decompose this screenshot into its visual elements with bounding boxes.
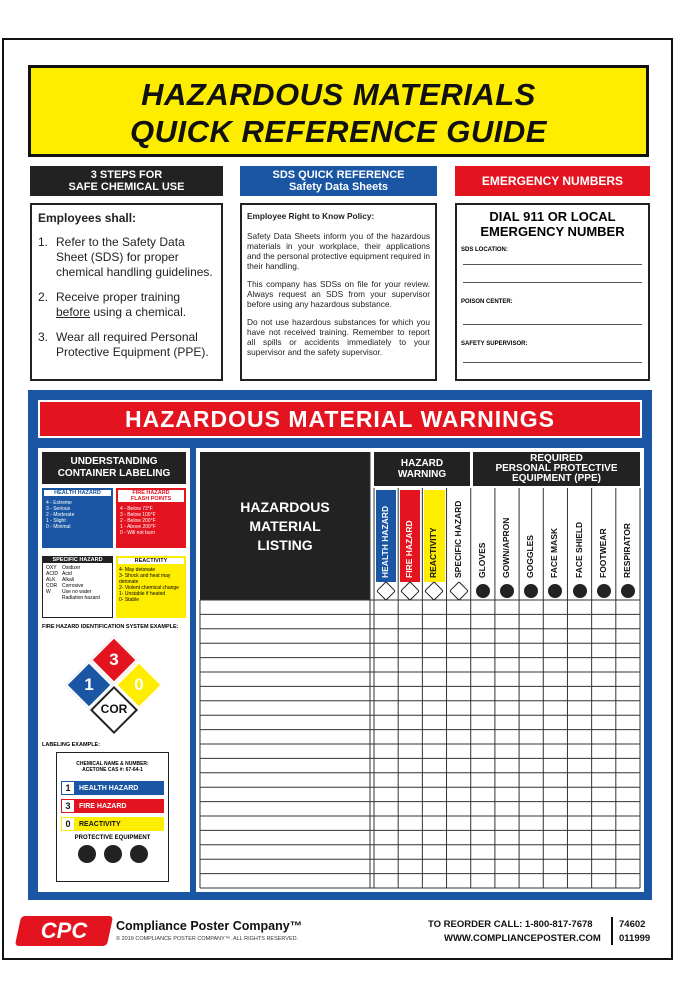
label-rows xyxy=(61,781,164,831)
health-key-item: 1 - Slight xyxy=(46,518,66,524)
poison-center-label: POISON CENTER: xyxy=(461,299,513,305)
sds-paragraph-1: Safety Data Sheets inform you of the hazardous materials in your workplace, their applications and the personal protective equipment required in their handling. xyxy=(247,231,430,271)
safety-supervisor-label: SAFETY SUPERVISOR: xyxy=(461,341,528,347)
column-header-gloves: GLOVES xyxy=(476,542,487,578)
dial-911-line-1: DIAL 911 OR LOCAL xyxy=(489,209,616,224)
sds-location-label: SDS LOCATION: xyxy=(461,247,508,253)
gown-apron-icon xyxy=(500,584,514,598)
respirator-icon xyxy=(621,584,635,598)
label-row-number: 0 xyxy=(62,818,74,830)
health-key-item: 2 - Moderate xyxy=(46,512,75,518)
specific-key-meaning: Oxidizer xyxy=(62,565,81,571)
nfpa-fire-value: 3 xyxy=(109,650,119,669)
step-number: 1. xyxy=(38,235,49,249)
column-header-respirator: RESPIRATOR xyxy=(621,523,632,578)
company-name: Compliance Poster Company™ xyxy=(116,919,303,933)
cpc-logo xyxy=(15,916,113,946)
label-row xyxy=(61,799,164,813)
face-shield-icon xyxy=(573,584,587,598)
sds-paragraph-3: Do not use hazardous substances for which you have not received training. Remember to report all spills or accidents immediately to your supervisor and the safety supervisor. xyxy=(247,317,430,357)
specific-hazard-key xyxy=(42,556,113,618)
labeling-example-label: LABELING EXAMPLE: xyxy=(42,742,101,748)
fire-key-items xyxy=(116,504,186,538)
ucl-line-2: CONTAINER LABELING xyxy=(57,468,171,479)
listing-line-1: HAZARDOUS xyxy=(240,499,330,515)
title-banner xyxy=(28,65,649,157)
nfpa-specific-value: COR xyxy=(100,702,128,716)
specific-key-meaning: Corrosive xyxy=(62,583,84,589)
step-text-post: using a chemical. xyxy=(90,305,187,319)
specific-key-code: ACID xyxy=(46,571,58,577)
label-row xyxy=(61,781,164,795)
cpc-logo-text: CPC xyxy=(40,918,88,943)
reactivity-key-title: REACTIVITY xyxy=(118,558,184,564)
sds-location-line xyxy=(463,253,642,265)
poster xyxy=(2,38,673,960)
dial-911-line-2: EMERGENCY NUMBER xyxy=(480,224,625,239)
specific-key-code xyxy=(46,595,62,601)
health-key-items xyxy=(42,498,113,532)
column-header-fire-hazard: FIRE HAZARD xyxy=(404,520,415,578)
health-key-item: 4 - Extreme xyxy=(46,500,72,506)
column-header-reactivity: REACTIVITY xyxy=(428,527,439,578)
reactivity-key xyxy=(116,556,186,618)
specific-key-title: SPECIFIC HAZARD xyxy=(43,557,112,563)
specific-key-code: ALK xyxy=(46,577,56,583)
reactivity-key-item: 4- May detonate xyxy=(119,567,156,573)
step-item xyxy=(38,235,215,280)
safety-supervisor-line xyxy=(463,347,642,363)
ppe-line-1: REQUIRED xyxy=(530,453,583,464)
label-ppe-icons xyxy=(57,845,168,863)
hw-line-1: HAZARD xyxy=(400,458,444,469)
label-row-number: 3 xyxy=(62,800,74,812)
column-header-gown-apron: GOWN/APRON xyxy=(501,517,511,578)
specific-key-meaning: Alkali xyxy=(62,577,74,583)
label-chem-line-1: CHEMICAL NAME & NUMBER: xyxy=(76,761,149,767)
reactivity-key-item: 2- Violent chemical change xyxy=(119,585,179,591)
label-row-number: 1 xyxy=(62,782,74,794)
goggles-icon xyxy=(104,845,122,863)
reactivity-key-item: 3- Shock and heat may detonate xyxy=(119,573,171,585)
fhis-label: FIRE HAZARD IDENTIFICATION SYSTEM EXAMPLE: xyxy=(42,624,179,630)
step-number: 3. xyxy=(38,330,49,344)
fire-key-title xyxy=(118,490,184,502)
poison-center-line xyxy=(463,305,642,325)
column-header-goggles: GOGGLES xyxy=(525,535,536,578)
column-header-face-shield: FACE SHIELD xyxy=(573,521,584,578)
column-header-specific-hazard: SPECIFIC HAZARD xyxy=(452,500,463,578)
sds-header-line-2: Safety Data Sheets xyxy=(288,181,389,193)
specific-key-meaning: Radiation hazard xyxy=(62,595,100,601)
fire-key-item: 0 - Will not burn xyxy=(120,530,156,536)
fire-key-title-2: FLASH POINTS xyxy=(130,496,172,502)
gloves-icon xyxy=(476,584,490,598)
title-line-1: HAZARDOUS MATERIALS xyxy=(141,77,536,112)
reactivity-key-items xyxy=(116,566,186,604)
footer-divider xyxy=(611,917,613,945)
understanding-labeling-header xyxy=(42,452,186,484)
steps-list xyxy=(38,235,215,360)
emergency-panel xyxy=(455,203,650,381)
step-text xyxy=(56,290,215,320)
warnings-section xyxy=(28,390,652,900)
ppe-line-2: PERSONAL PROTECTIVE xyxy=(495,463,618,474)
nfpa-health-value: 1 xyxy=(84,675,94,694)
step-text: Wear all required Personal Protective Equipment (PPE). xyxy=(56,330,209,359)
column-header-face-mask: FACE MASK xyxy=(549,527,560,578)
step-item xyxy=(38,290,215,320)
revision-code: 011999 xyxy=(619,933,651,944)
ppe-line-3: EQUIPMENT (PPE) xyxy=(512,473,601,484)
hazmat-listing-grid xyxy=(196,448,644,892)
warnings-banner: HAZARDOUS MATERIAL WARNINGS xyxy=(38,400,642,438)
label-row-text: HEALTH HAZARD xyxy=(79,784,139,792)
nfpa-diamond xyxy=(64,636,164,736)
label-row xyxy=(61,817,164,831)
steps-panel xyxy=(30,203,223,381)
nfpa-reactivity-value: 0 xyxy=(134,675,144,694)
emergency-header xyxy=(455,166,650,196)
health-key-item: 3 - Serious xyxy=(46,506,71,512)
specific-key-code: W xyxy=(46,589,51,595)
sds-heading: Employee Right to Know Policy: xyxy=(247,211,375,221)
specific-key-items xyxy=(43,563,112,603)
sds-paragraph-2: This company has SDSs on file for your review. Always request an SDS from your supervisor before using any hazardous substance. xyxy=(247,279,430,309)
specific-key-meaning: Use no water xyxy=(62,589,92,595)
specific-key-code: OXY xyxy=(46,565,57,571)
fire-key-title-1: FIRE HAZARD xyxy=(132,490,170,496)
fire-key-item: 4 - Below 73°F xyxy=(120,506,153,512)
specific-key-meaning: Acid xyxy=(62,571,72,577)
health-hazard-key xyxy=(42,488,113,548)
reorder-phone: TO REORDER CALL: 1-800-817-7678 xyxy=(428,919,593,930)
ucl-line-1: UNDERSTANDING xyxy=(70,456,158,467)
footwear-icon xyxy=(597,584,611,598)
specific-key-item xyxy=(46,595,109,601)
label-chem-line-2: ACETONE CAS #: 67-64-1 xyxy=(82,767,143,773)
reactivity-key-item: 0- Stable xyxy=(119,597,140,603)
website: WWW.COMPLIANCEPOSTER.COM xyxy=(444,933,601,944)
sds-header-line-1: SDS QUICK REFERENCE xyxy=(272,169,405,181)
listing-line-2: MATERIAL xyxy=(249,518,321,534)
health-key-item: 0 - Minimal xyxy=(46,524,71,530)
respirator-icon xyxy=(130,845,148,863)
specific-key-code: COR xyxy=(46,583,58,589)
steps-intro: Employees shall: xyxy=(38,211,137,225)
steps-header xyxy=(30,166,223,196)
labeling-column xyxy=(38,448,190,892)
column-header-footwear: FOOTWEAR xyxy=(597,528,608,578)
label-row-text: REACTIVITY xyxy=(79,820,121,828)
step-text-underlined: before xyxy=(56,305,91,319)
sds-panel xyxy=(240,203,437,381)
emergency-header-text: EMERGENCY NUMBERS xyxy=(481,174,624,188)
step-number: 2. xyxy=(38,290,49,304)
title-line-2: QUICK REFERENCE GUIDE xyxy=(130,114,547,149)
fire-key-item: 2 - Below 200°F xyxy=(120,518,156,524)
steps-header-line-1: 3 STEPS FOR xyxy=(90,169,163,181)
gloves-icon xyxy=(78,845,96,863)
product-code: 74602 xyxy=(619,919,646,930)
copyright: © 2019 COMPLIANCE POSTER COMPANY™. ALL RIGHTS RESERVED. xyxy=(116,936,299,942)
step-text: Refer to the Safety Data Sheet (SDS) for proper chemical handling guidelines. xyxy=(56,235,213,279)
hw-line-2: WARNING xyxy=(397,469,447,480)
fire-key-item: 3 - Below 100°F xyxy=(120,512,156,518)
sds-location-line xyxy=(463,265,642,283)
listing-line-3: LISTING xyxy=(257,537,313,553)
fire-hazard-key xyxy=(116,488,186,548)
sds-header xyxy=(240,166,437,196)
step-item xyxy=(38,330,215,360)
steps-header-line-2: SAFE CHEMICAL USE xyxy=(68,181,185,193)
health-key-title: HEALTH HAZARD xyxy=(44,490,111,496)
label-ppe-title: PROTECTIVE EQUIPMENT xyxy=(74,835,151,841)
reactivity-key-item: 1- Unstable if heated xyxy=(119,591,166,597)
label-example xyxy=(56,752,169,882)
step-text-pre: Receive proper training xyxy=(56,290,181,304)
label-row-text: FIRE HAZARD xyxy=(79,802,127,810)
column-header-health-hazard: HEALTH HAZARD xyxy=(380,505,391,578)
fire-key-item: 1 - Above 200°F xyxy=(120,524,156,530)
